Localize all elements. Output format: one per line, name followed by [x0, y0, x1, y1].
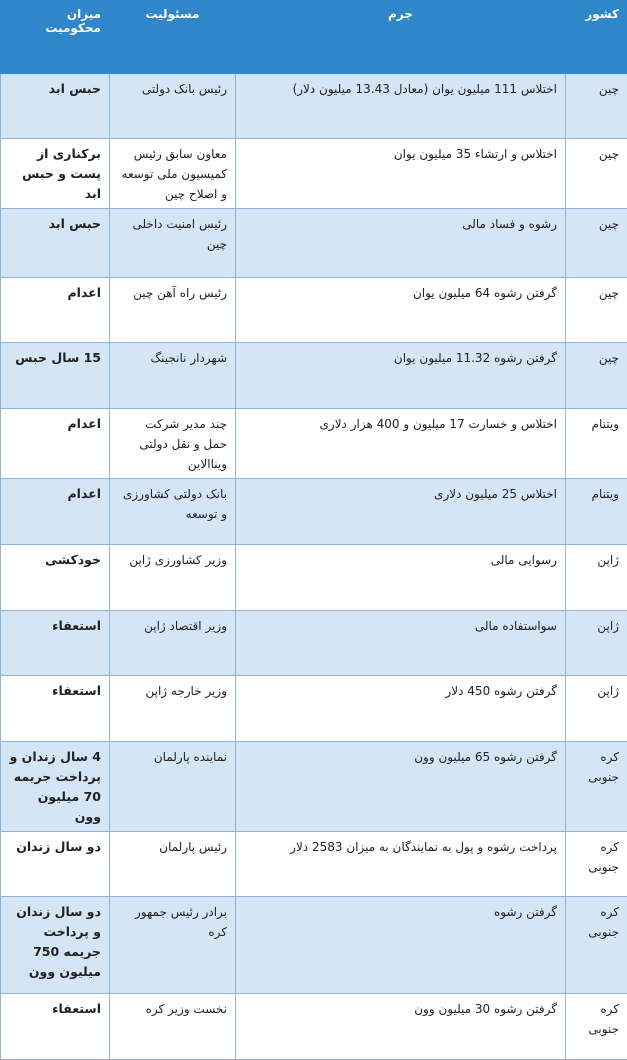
cell-country: کره جنوبی	[566, 742, 627, 832]
cell-country: کره جنوبی	[566, 832, 627, 897]
table-header-row	[1, 1, 627, 74]
cell-responsibility: وزیر اقتصاد ژاپن	[110, 611, 236, 676]
cell-country: چین	[566, 209, 627, 278]
cell-country: ویتنام	[566, 409, 627, 479]
cell-sentence: استعفاء	[1, 611, 110, 676]
header-country: کشور	[566, 1, 627, 74]
cell-responsibility: رئیس پارلمان	[110, 832, 236, 897]
cell-sentence: دو سال زندان	[1, 832, 110, 897]
cell-sentence: حبس ابد	[1, 209, 110, 278]
header-sentence: میزان محکومیت	[1, 1, 110, 74]
cell-responsibility: شهردار نانجینگ	[110, 343, 236, 409]
cell-country: چین	[566, 139, 627, 209]
cell-responsibility: رئیس راه آهن چین	[110, 278, 236, 343]
cell-country: ژاپن	[566, 545, 627, 611]
cell-country: چین	[566, 343, 627, 409]
cell-responsibility: بانک دولتی کشاورزی و توسعه	[110, 479, 236, 545]
table-row	[1, 897, 627, 994]
table-row	[1, 278, 627, 343]
cell-responsibility: وزیر کشاورزی ژاپن	[110, 545, 236, 611]
cell-sentence: استعفاء	[1, 994, 110, 1060]
cell-crime: سواستفاده مالی	[236, 611, 566, 676]
cell-responsibility: وزیر خارجه ژاپن	[110, 676, 236, 742]
table-row	[1, 994, 627, 1060]
cell-sentence: برکناری از پست و حبس ابد	[1, 139, 110, 209]
cell-crime: گرفتن رشوه 64 میلیون یوان	[236, 278, 566, 343]
cell-crime: اختلاس 25 میلیون دلاری	[236, 479, 566, 545]
cell-country: ویتنام	[566, 479, 627, 545]
cell-crime: اختلاس و خسارت 17 میلیون و 400 هزار دلاری	[236, 409, 566, 479]
cell-sentence: دو سال زندان و پرداخت جریمه 750 میلیون وون	[1, 897, 110, 994]
cell-responsibility: نماینده پارلمان	[110, 742, 236, 832]
table-row	[1, 74, 627, 139]
cell-country: کره جنوبی	[566, 897, 627, 994]
cell-responsibility: برادر رئیس جمهور کره	[110, 897, 236, 994]
table-row	[1, 545, 627, 611]
cell-crime: رشوه و فساد مالی	[236, 209, 566, 278]
cell-sentence: 4 سال زندان و پرداخت جریمه 70 میلیون وون	[1, 742, 110, 832]
header-responsibility: مسئولیت	[110, 1, 236, 74]
cell-crime: گرفتن رشوه 65 میلیون وون	[236, 742, 566, 832]
cell-responsibility: چند مدیر شرکت حمل و نقل دولتی ویناالاین	[110, 409, 236, 479]
table-row	[1, 409, 627, 479]
table-row	[1, 742, 627, 832]
cell-country: چین	[566, 278, 627, 343]
cell-responsibility: رئیس بانک دولتی	[110, 74, 236, 139]
table-row	[1, 676, 627, 742]
table-row	[1, 479, 627, 545]
cell-crime: پرداخت رشوه و پول به نمایندگان به میزان 2583 دلار	[236, 832, 566, 897]
cell-responsibility: رئیس امنیت داخلی چین	[110, 209, 236, 278]
table-row	[1, 343, 627, 409]
cell-sentence: حبس ابد	[1, 74, 110, 139]
cell-sentence: اعدام	[1, 409, 110, 479]
cell-sentence: اعدام	[1, 479, 110, 545]
cell-crime: گرفتن رشوه 450 دلار	[236, 676, 566, 742]
cell-responsibility: معاون سابق رئیس کمیسیون ملی توسعه و اصلاح چین	[110, 139, 236, 209]
header-crime: جرم	[236, 1, 566, 74]
cell-country: چین	[566, 74, 627, 139]
table-row	[1, 832, 627, 897]
cell-sentence: استعفاء	[1, 676, 110, 742]
cell-responsibility: نخست وزیر کره	[110, 994, 236, 1060]
cell-crime: اختلاس و ارتشاء 35 میلیون یوان	[236, 139, 566, 209]
cell-sentence: خودکشی	[1, 545, 110, 611]
cell-sentence: 15 سال حبس	[1, 343, 110, 409]
table-row	[1, 209, 627, 278]
cell-crime: اختلاس 111 میلیون یوان (معادل 13.43 میلیون دلار)	[236, 74, 566, 139]
table-row	[1, 611, 627, 676]
cell-crime: رسوایی مالی	[236, 545, 566, 611]
cell-country: کره جنوبی	[566, 994, 627, 1060]
cell-crime: گرفتن رشوه 11.32 میلیون یوان	[236, 343, 566, 409]
cell-sentence: اعدام	[1, 278, 110, 343]
cell-crime: گرفتن رشوه 30 میلیون وون	[236, 994, 566, 1060]
cell-crime: گرفتن رشوه	[236, 897, 566, 994]
table-row	[1, 139, 627, 209]
cell-country: ژاپن	[566, 611, 627, 676]
cell-country: ژاپن	[566, 676, 627, 742]
